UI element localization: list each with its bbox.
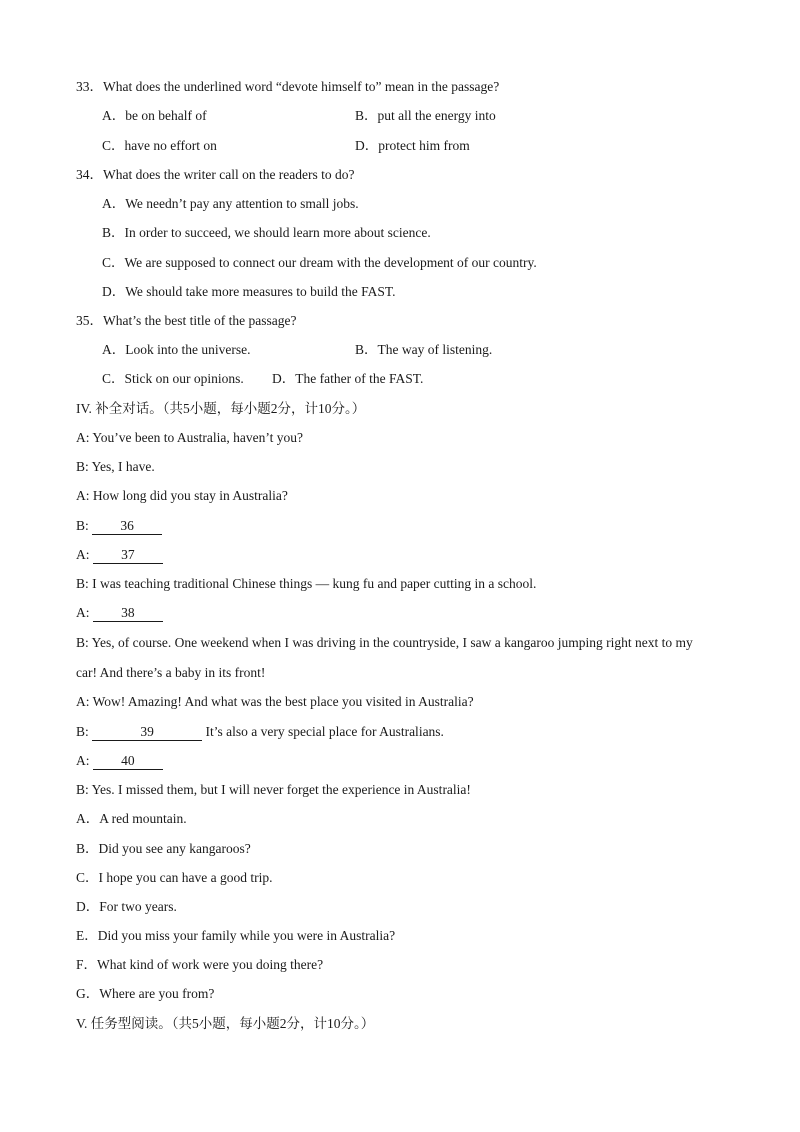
section-4-heading: IV. 补全对话。（共5小题，每小题2分，计10分。） xyxy=(76,401,366,416)
speaker-label: A: xyxy=(76,605,90,620)
question-34-option-b: B．In order to succeed, we should learn more about science. xyxy=(102,225,431,240)
dialogue-line: A: How long did you stay in Australia? xyxy=(76,488,288,503)
dialogue-line: A: Wow! Amazing! And what was the best place you visited in Australia? xyxy=(76,694,474,709)
question-33-option-b: B．put all the energy into xyxy=(355,108,496,123)
speaker-label: A: xyxy=(76,547,90,562)
answer-blank-38[interactable]: 38 xyxy=(93,605,163,622)
dialogue-blank-40 xyxy=(76,752,163,770)
dialogue-blank-39 xyxy=(76,723,444,741)
question-33-stem: 33．What does the underlined word “devote himself to” mean in the passage? xyxy=(76,79,500,94)
speaker-label: B: xyxy=(76,518,89,533)
choice-a: A．A red mountain. xyxy=(76,811,187,826)
question-33-option-d: D．protect him from xyxy=(355,138,470,153)
choice-f: F．What kind of work were you doing there? xyxy=(76,957,324,972)
answer-blank-40[interactable]: 40 xyxy=(93,753,163,770)
dialogue-line: B: Yes, of course. One weekend when I was driving in the countryside, I saw a kangaroo jumping right next to my xyxy=(76,635,693,650)
question-34-option-c: C．We are supposed to connect our dream with the development of our country. xyxy=(102,255,537,270)
dialogue-line: car! And there’s a baby in its front! xyxy=(76,665,266,680)
answer-blank-37[interactable]: 37 xyxy=(93,547,163,564)
dialogue-line: B: Yes. I missed them, but I will never forget the experience in Australia! xyxy=(76,782,471,797)
answer-blank-36[interactable]: 36 xyxy=(92,518,162,535)
question-34-option-a: A．We needn’t pay any attention to small jobs. xyxy=(102,196,359,211)
question-34-option-d: D．We should take more measures to build the FAST. xyxy=(102,284,396,299)
choice-c: C．I hope you can have a good trip. xyxy=(76,870,273,885)
question-34-stem: 34．What does the writer call on the readers to do? xyxy=(76,167,355,182)
dialogue-text: It’s also a very special place for Australians. xyxy=(205,724,444,739)
choice-g: G．Where are you from? xyxy=(76,986,215,1001)
question-33-option-a: A．be on behalf of xyxy=(102,108,207,123)
question-35-option-a: A．Look into the universe. xyxy=(102,342,251,357)
question-35-option-c: C．Stick on our opinions. xyxy=(102,371,244,386)
dialogue-blank-36 xyxy=(76,517,162,535)
question-33-option-c: C．have no effort on xyxy=(102,138,217,153)
choice-b: B．Did you see any kangaroos? xyxy=(76,841,251,856)
dialogue-line: B: I was teaching traditional Chinese things — kung fu and paper cutting in a school. xyxy=(76,576,537,591)
dialogue-line: B: Yes, I have. xyxy=(76,459,155,474)
question-35-option-b: B．The way of listening. xyxy=(355,342,493,357)
question-35-stem: 35．What’s the best title of the passage? xyxy=(76,313,297,328)
choice-e: E．Did you miss your family while you were in Australia? xyxy=(76,928,396,943)
dialogue-blank-37 xyxy=(76,546,163,564)
section-5-heading: V. 任务型阅读。（共5小题，每小题2分，计10分。） xyxy=(76,1016,375,1031)
dialogue-blank-38 xyxy=(76,604,163,622)
speaker-label: A: xyxy=(76,753,90,768)
choice-d: D．For two years. xyxy=(76,899,177,914)
speaker-label: B: xyxy=(76,724,89,739)
question-35-option-d: D．The father of the FAST. xyxy=(272,371,424,386)
dialogue-line: A: You’ve been to Australia, haven’t you? xyxy=(76,430,303,445)
answer-blank-39[interactable]: 39 xyxy=(92,724,202,741)
